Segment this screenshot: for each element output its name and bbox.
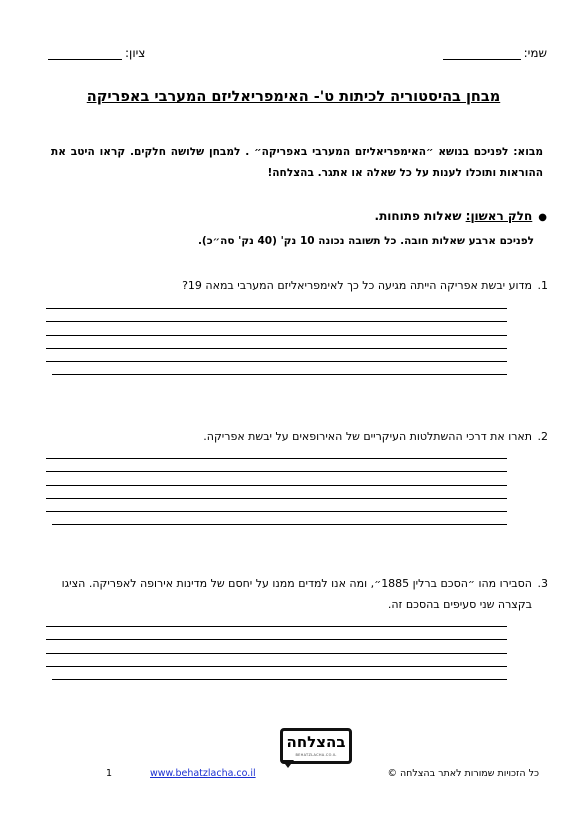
answer-line — [46, 321, 507, 322]
grade-blank-line — [48, 47, 122, 60]
answer-line — [52, 374, 507, 375]
answer-line — [52, 679, 507, 680]
answer-line — [46, 626, 507, 627]
logo-subtext: BEHATZLACHA.CO.IL — [295, 753, 337, 757]
answer-area-3[interactable] — [46, 626, 507, 692]
part-one-heading — [375, 209, 547, 223]
answer-line — [46, 471, 507, 472]
answer-line — [46, 361, 507, 362]
question-number: 1. — [537, 279, 548, 292]
question-text: תארו את דרכי ההשתלטות העיקריים של האירופאים על יבשת אפריקה. — [203, 430, 532, 443]
website-link[interactable]: www.behatzlacha.co.il — [150, 768, 256, 779]
name-field[interactable] — [443, 46, 547, 60]
part-one-name: חלק ראשון: — [465, 209, 533, 223]
answer-line — [46, 308, 507, 309]
question-3 — [57, 573, 548, 615]
answer-area-2[interactable] — [46, 458, 507, 538]
question-text: הסבירו מהו ״הסכם ברלין 1885״, ומה אנו למדים ממנו על יחסם של מדינות אירופה לאפריקה. הציגו בקצרה שני סעיפים בהסכם זה. — [61, 577, 532, 611]
intro-text: מבוא: לפניכם בנושא ״האימפריאליזם המערבי באפריקה״ . למבחן שלושה חלקים. קראו היטב את ההוראות ותוכלו לענות על כל שאלה או אתגר. בהצלחה! — [51, 146, 543, 179]
name-label: שמי: — [523, 46, 547, 60]
name-blank-line — [443, 47, 521, 60]
behatzlacha-logo — [280, 728, 352, 764]
logo-speech-tail — [282, 760, 294, 768]
answer-area-1[interactable] — [46, 308, 507, 388]
answer-line — [46, 639, 507, 640]
answer-line — [46, 348, 507, 349]
question-number: 3. — [537, 577, 548, 590]
page-number: 1 — [106, 768, 113, 779]
answer-line — [46, 653, 507, 654]
question-2 — [42, 426, 548, 447]
answer-line — [52, 524, 507, 525]
question-1 — [42, 275, 548, 296]
grade-label: ציון: — [125, 46, 146, 60]
grade-field[interactable] — [48, 46, 145, 60]
answer-line — [46, 485, 507, 486]
answer-line — [46, 498, 507, 499]
answer-line — [46, 666, 507, 667]
answer-line — [46, 458, 507, 459]
bullet-icon: ● — [538, 212, 547, 223]
logo-text: בהצלחה — [286, 733, 346, 751]
student-info-bar — [48, 46, 547, 68]
answer-line — [46, 335, 507, 336]
page-footer — [0, 768, 587, 782]
exam-title: מבחן בהיסטוריה לכיתות ט'- האימפריאליזם המערבי באפריקה — [86, 89, 501, 105]
copyright-text: כל הזכויות שמורות לאתר בהצלחה © — [387, 768, 539, 779]
answer-line — [46, 511, 507, 512]
part-one-instructions: לפניכם ארבע שאלות חובה. כל תשובה נכונה 10 נק' (40 נק' סה״כ). — [197, 235, 534, 247]
question-number: 2. — [537, 430, 548, 443]
part-one-subtitle: שאלות פתוחות. — [374, 209, 462, 223]
question-text: מדוע יבשת אפריקה הייתה מגיעה כל כך לאימפריאליזם המערבי במאה 19? — [182, 279, 532, 292]
